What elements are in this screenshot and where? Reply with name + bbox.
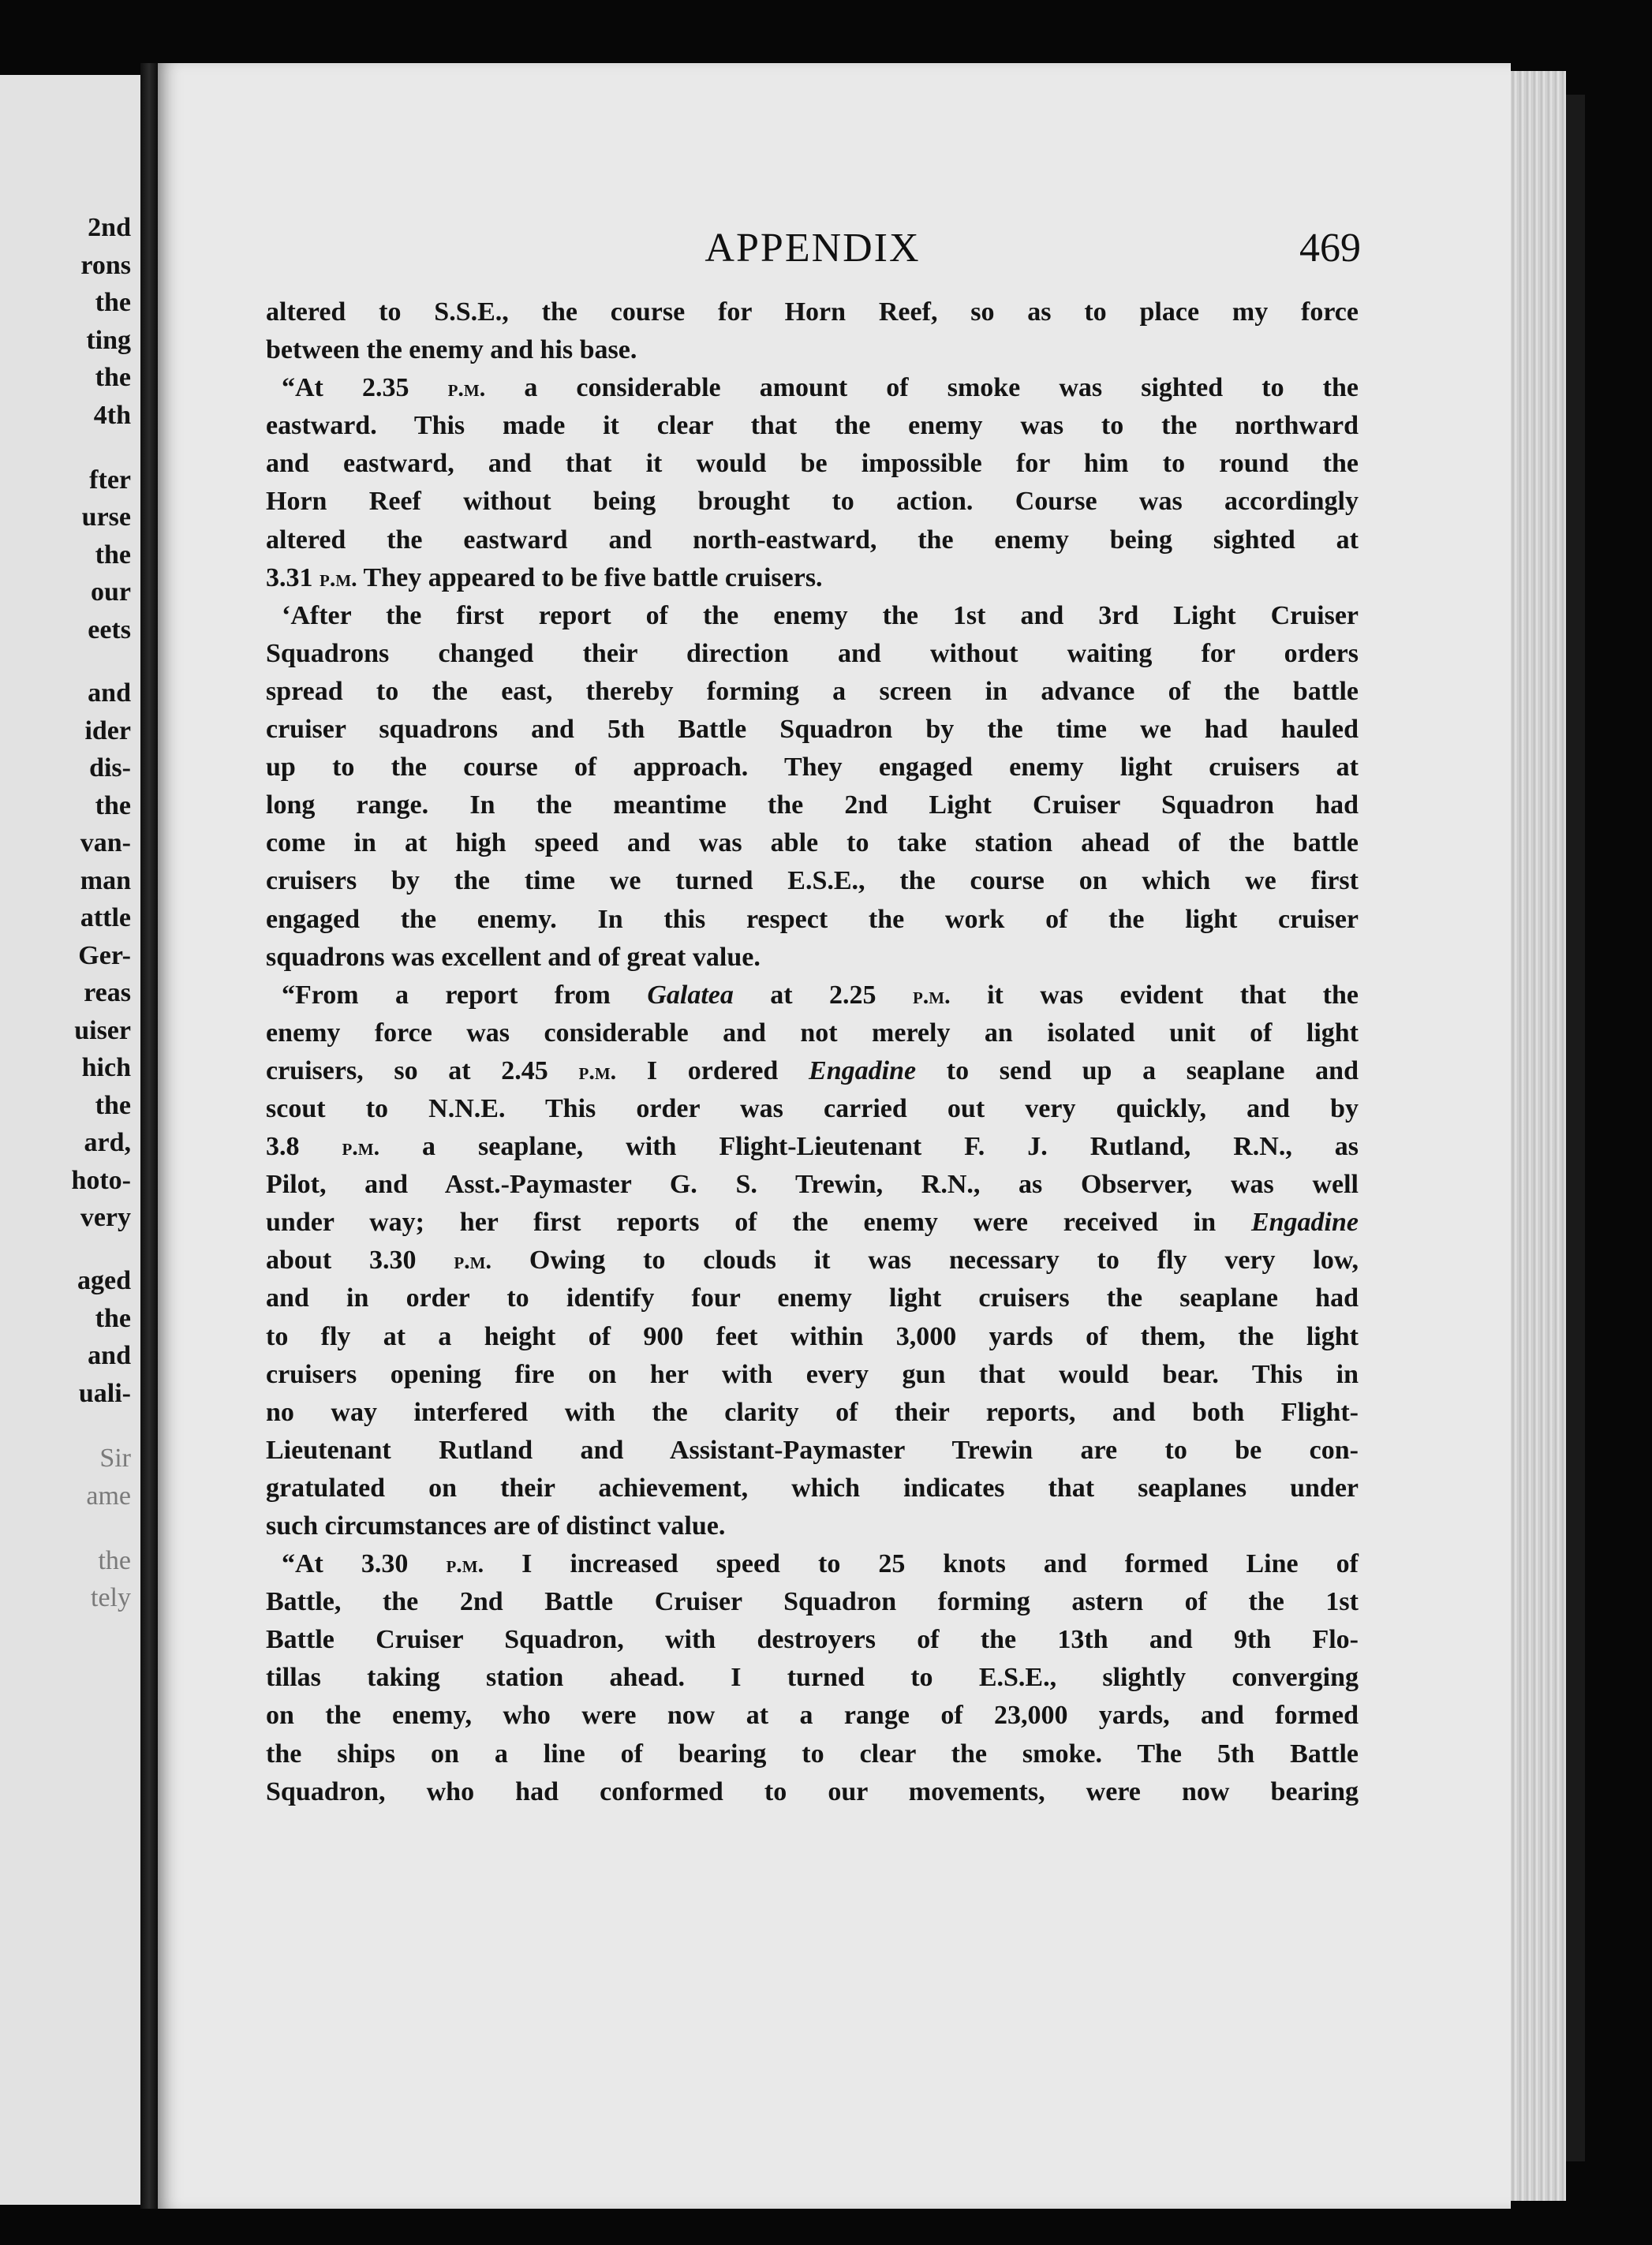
left-page-text-fragment: and [88, 678, 131, 708]
small-caps-text: p.m. [912, 982, 951, 1009]
left-page-text-fragment: ard, [84, 1128, 131, 1157]
text-run: eastward. This made it clear that the enemy was to the northward [266, 411, 1359, 441]
text-line [266, 939, 1359, 977]
text-line [266, 711, 1359, 749]
text-line [266, 749, 1359, 786]
text-line [266, 1545, 1359, 1583]
left-page-text-fragment: reas [84, 978, 131, 1007]
text-run: altered to S.S.E., the course for Horn Reef, so as to place my force [266, 297, 1359, 327]
left-page-text-fragment: the [95, 288, 131, 317]
text-line [266, 1204, 1359, 1242]
left-page-text-fragment: the [98, 1546, 131, 1575]
text-line [266, 521, 1359, 559]
running-head: APPENDIX [705, 226, 921, 271]
text-run: between the enemy and his base. [266, 335, 637, 365]
text-line [266, 1356, 1359, 1394]
left-page-text-fragment: very [80, 1203, 131, 1232]
text-run: and eastward, and that it would be impossible for him to round the [266, 449, 1359, 479]
text-run: Battle, the 2nd Battle Cruiser Squadron forming astern of the 1st [266, 1587, 1359, 1617]
book-cover-edge [1566, 95, 1585, 2161]
text-line [266, 1735, 1359, 1773]
text-run: no way interfered with the clarity of their reports, and both Flight- [266, 1397, 1359, 1427]
italic-text: Engadine [1250, 1208, 1359, 1238]
italic-text: Engadine [809, 1055, 917, 1085]
text-line [266, 1432, 1359, 1470]
left-page-text-fragment: Sir [99, 1444, 131, 1473]
left-page-text-fragment: hich [81, 1053, 131, 1082]
text-run: Owing to clouds it was necessary to fly very low, [491, 1246, 1359, 1276]
text-run: 3.31 [266, 562, 320, 592]
left-page-text-fragment: the [95, 1091, 131, 1120]
text-line [266, 1507, 1359, 1545]
text-run: scout to N.N.E. This order was carried out very quickly, and by [266, 1093, 1359, 1123]
text-run: the ships on a line of bearing to clear the smoke. The 5th Battle [266, 1739, 1359, 1769]
text-run: come in at high speed and was able to take station ahead of the battle [266, 828, 1359, 858]
left-page-text-fragment: 2nd [88, 213, 131, 242]
text-run: Lieutenant Rutland and Assistant-Paymaster Trewin are to be con- [266, 1435, 1359, 1465]
text-run: I increased speed to 25 knots and formed Line of [484, 1549, 1359, 1579]
page-edges [1511, 71, 1566, 2201]
left-page-text-fragment: tely [91, 1583, 131, 1612]
left-page-text-fragment: rons [80, 251, 131, 280]
text-line [266, 977, 1359, 1014]
text-line [266, 1318, 1359, 1356]
left-page-text-fragment: urse [81, 502, 131, 532]
left-page-text-fragment: hoto- [71, 1166, 131, 1195]
text-run: Battle Cruiser Squadron, with destroyers of the 13th and 9th Flo- [266, 1625, 1359, 1655]
text-run: tillas taking station ahead. I turned to E.S.E., slightly converging [266, 1663, 1359, 1693]
text-run: engaged the enemy. In this respect the work of the light cruiser [266, 904, 1359, 934]
text-line [266, 559, 1359, 597]
text-line [266, 1128, 1359, 1166]
text-run: on the enemy, who were now at a range of 23,000 yards, and formed [266, 1701, 1359, 1731]
text-run: Squadron, who had conformed to our movements, were now bearing [266, 1776, 1359, 1806]
text-run: Pilot, and Asst.-Paymaster G. S. Trewin, R.N., as Observer, was well [266, 1170, 1359, 1200]
left-page-text-fragment: ting [86, 326, 131, 355]
left-page-text-fragment: the [95, 791, 131, 820]
text-run: altered the eastward and north-eastward, the enemy being sighted at [266, 525, 1359, 555]
text-run: cruisers opening fire on her with every gun that would bear. This in [266, 1359, 1359, 1389]
text-line [266, 1394, 1359, 1432]
text-run: Squadrons changed their direction and without waiting for orders [266, 638, 1359, 668]
left-page-text-fragment: the [95, 1304, 131, 1333]
text-run: “At 2.35 [282, 373, 448, 403]
text-run: They appeared to be five battle cruisers. [357, 562, 823, 592]
small-caps-text: p.m. [447, 375, 486, 402]
small-caps-text: p.m. [454, 1248, 492, 1275]
small-caps-text: p.m. [342, 1134, 380, 1161]
text-line [266, 1090, 1359, 1128]
book-page [158, 63, 1511, 2209]
text-run: about 3.30 [266, 1246, 454, 1276]
text-run: cruisers by the time we turned E.S.E., the course on which we first [266, 866, 1359, 896]
text-line [266, 673, 1359, 711]
text-line [266, 445, 1359, 483]
text-run: spread to the east, thereby forming a screen in advance of the battle [266, 676, 1359, 706]
text-line [266, 901, 1359, 939]
text-run: enemy force was considerable and not merely an isolated unit of light [266, 1018, 1359, 1048]
text-line [266, 331, 1359, 369]
text-run: up to the course of approach. They engaged enemy light cruisers at [266, 753, 1359, 783]
left-page-text-fragment: eets [88, 615, 131, 644]
body-text [266, 293, 1359, 1811]
text-run: at 2.25 [733, 980, 913, 1010]
text-line [266, 862, 1359, 900]
text-run: such circumstances are of distinct value. [266, 1511, 726, 1541]
text-line [266, 597, 1359, 635]
left-page-text-fragment: ame [86, 1481, 131, 1511]
page-header [264, 225, 1361, 288]
text-line [266, 1279, 1359, 1317]
left-page-text-fragment: man [80, 866, 131, 895]
text-run: it was evident that the [950, 980, 1359, 1010]
text-line [266, 293, 1359, 331]
text-run: I ordered [616, 1055, 809, 1085]
left-page-text-fragment: uali- [78, 1379, 131, 1408]
small-caps-text: p.m. [578, 1058, 617, 1085]
text-run: Horn Reef without being brought to action. Course was accordingly [266, 487, 1359, 517]
text-line [266, 407, 1359, 445]
text-run: under way; her first reports of the enemy were received in [266, 1208, 1251, 1238]
text-run: to send up a seaplane and [916, 1055, 1359, 1085]
text-line [266, 1470, 1359, 1507]
text-line [266, 1697, 1359, 1735]
left-page-text-fragment: dis- [89, 753, 131, 783]
text-run: 3.8 [266, 1132, 342, 1162]
text-line [266, 1583, 1359, 1621]
text-run: and in order to identify four enemy light cruisers the seaplane had [266, 1283, 1359, 1313]
left-page-text-fragment: ider [84, 716, 131, 745]
left-page-text-fragment: the [95, 540, 131, 570]
text-line [266, 1052, 1359, 1090]
left-page-text-fragment: uiser [74, 1016, 131, 1045]
text-line [266, 635, 1359, 673]
left-page-text-fragment: 4th [93, 401, 131, 430]
left-page-text-fragment: and [88, 1341, 131, 1370]
left-page-text-fragment: the [95, 363, 131, 392]
text-line [266, 1659, 1359, 1697]
text-run: ‘After the first report of the enemy the 1st and 3rd Light Cruiser [282, 600, 1359, 630]
text-line [266, 1621, 1359, 1659]
text-line [266, 369, 1359, 407]
text-run: a considerable amount of smoke was sighted to the [485, 373, 1359, 403]
left-page-text-fragment: aged [77, 1266, 131, 1295]
small-caps-text: p.m. [446, 1552, 484, 1578]
text-line [266, 483, 1359, 521]
text-run: squadrons was excellent and of great value. [266, 942, 761, 972]
text-line [266, 786, 1359, 824]
page-number: 469 [1299, 226, 1361, 271]
text-run: “From a report from [282, 980, 648, 1010]
text-line [266, 1014, 1359, 1052]
text-run: gratulated on their achievement, which indicates that seaplanes under [266, 1473, 1359, 1503]
book-gutter [140, 63, 158, 2209]
facing-page-fragment [0, 75, 140, 2205]
left-page-text-fragment: attle [80, 903, 131, 932]
left-page-text-fragment: fter [89, 465, 131, 495]
text-line [266, 824, 1359, 862]
text-run: a seaplane, with Flight-Lieutenant F. J. Rutland, R.N., as [379, 1132, 1359, 1162]
text-run: “At 3.30 [282, 1549, 447, 1579]
left-page-text-fragment: Ger- [78, 941, 131, 970]
text-line [266, 1773, 1359, 1811]
text-run: long range. In the meantime the 2nd Light Cruiser Squadron had [266, 790, 1359, 820]
text-line [266, 1166, 1359, 1204]
text-line [266, 1242, 1359, 1279]
left-page-text-fragment: van- [80, 828, 131, 857]
text-run: to fly at a height of 900 feet within 3,000 yards of them, the light [266, 1321, 1359, 1351]
italic-text: Galatea [647, 980, 734, 1010]
small-caps-text: p.m. [320, 565, 357, 592]
text-run: cruisers, so at 2.45 [266, 1055, 579, 1085]
text-run: cruiser squadrons and 5th Battle Squadron by the time we had hauled [266, 715, 1359, 745]
left-page-text-fragment: our [91, 577, 131, 607]
